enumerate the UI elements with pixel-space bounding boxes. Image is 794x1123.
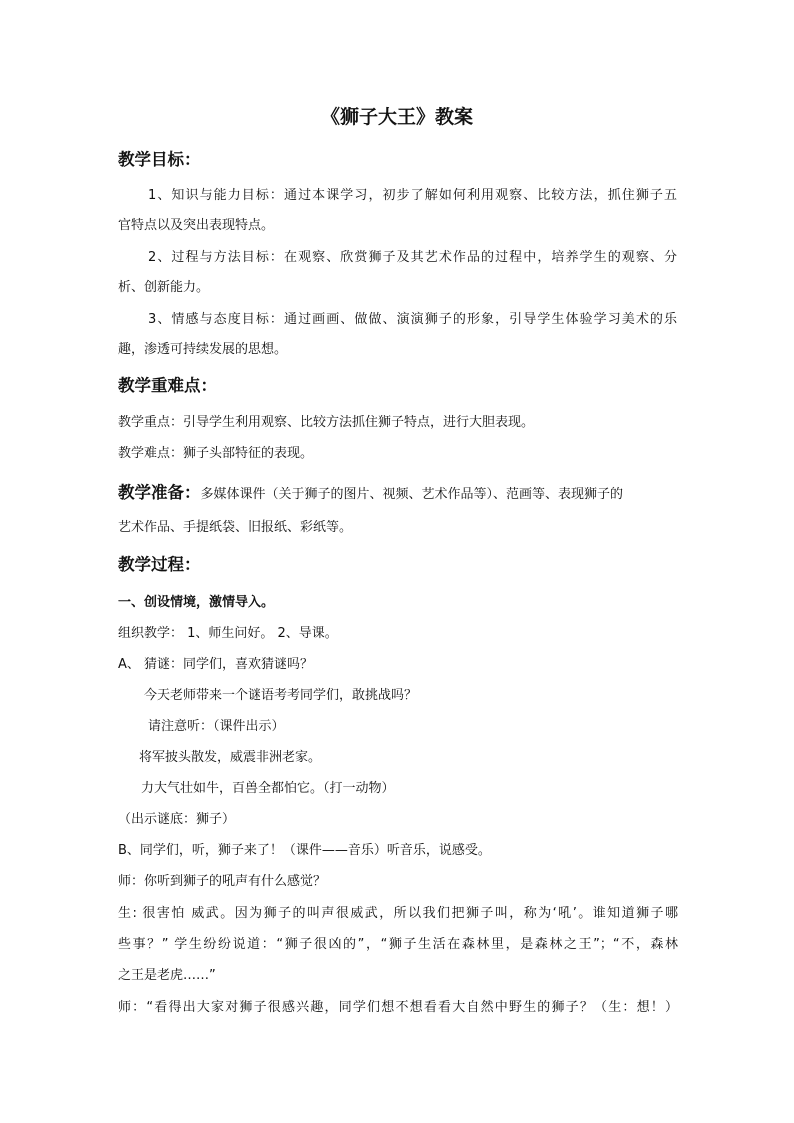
goal2-line1: 2、过程与方法目标：在观察、欣赏狮子及其艺术作品的过程中，培养学生的观察、分 [148,250,677,265]
goal1-line1: 1、知识与能力目标：通过本课学习，初步了解如何利用观察、比较方法，抓住狮子五 [148,188,677,203]
key-point: 教学重点：引导学生利用观察、比较方法抓住狮子特点，进行大胆表现。 [118,415,535,430]
goals-heading: 教学目标： [118,150,201,169]
prep-heading: 教学准备： [118,483,201,502]
process-p1: 组织教学： 1、师生问好。 2、导课。 [118,626,338,641]
difficult-point: 教学难点：狮子头部特征的表现。 [118,446,314,461]
page-title: 《狮子大王》教案 [320,106,473,128]
goal3-line1: 3、情感与态度目标：通过画画、做做、演演狮子的形象，引导学生体验学习美术的乐 [148,312,677,327]
process-p10-line2: 些事？” 学生纷纷说道：“狮子很凶的”，“狮子生活在森林里，是森林之王”；“不，森林 [118,937,678,952]
process-p8: B、同学们，听，狮子来了！（课件——音乐）听音乐，说感受。 [118,843,491,858]
process-p11: 师：“看得出大家对狮子很感兴趣，同学们想不想看看大自然中野生的狮子？（生：想！） [118,1000,678,1015]
process-p10-line1: 生: 很害怕 威武。因为狮子的叫声很威武，所以我们把狮子叫，称为‘吼’。谁知道狮子哪 [118,906,678,921]
goal3-line2: 趣，渗透可持续发展的思想。 [118,342,288,357]
prep-line2: 艺术作品、手提纸袋、旧报纸、彩纸等。 [118,520,353,535]
process-p6: 力大气壮如牛，百兽全都怕它。（打一动物） [141,781,395,796]
process-p4: 请注意听：（课件出示） [148,719,285,734]
process-p10-line3: 之王是老虎……” [118,968,216,983]
process-p5: 将军披头散发，威震非洲老家。 [139,750,322,765]
goal2-line2: 析、创新能力。 [118,280,210,295]
key-points-heading: 教学重难点： [118,376,217,395]
prep-line1 [118,481,678,507]
process-p7: （出示谜底：狮子） [118,812,236,827]
step1-heading: 一、创设情境，激情导入。 [118,595,275,610]
process-heading: 教学过程： [118,555,201,574]
prep-text: 多媒体课件（关于狮子的图片、视频、艺术作品等）、范画等、表现狮子的 [200,487,624,502]
goal1-line2: 官特点以及突出表现特点。 [118,218,275,233]
process-p3: 今天老师带来一个谜语考考同学们，敢挑战吗？ [144,688,418,703]
process-p9: 师：你听到狮子的吼声有什么感觉？ [118,874,327,889]
process-p2: A、 猜谜：同学们，喜欢猜谜吗？ [118,657,314,672]
